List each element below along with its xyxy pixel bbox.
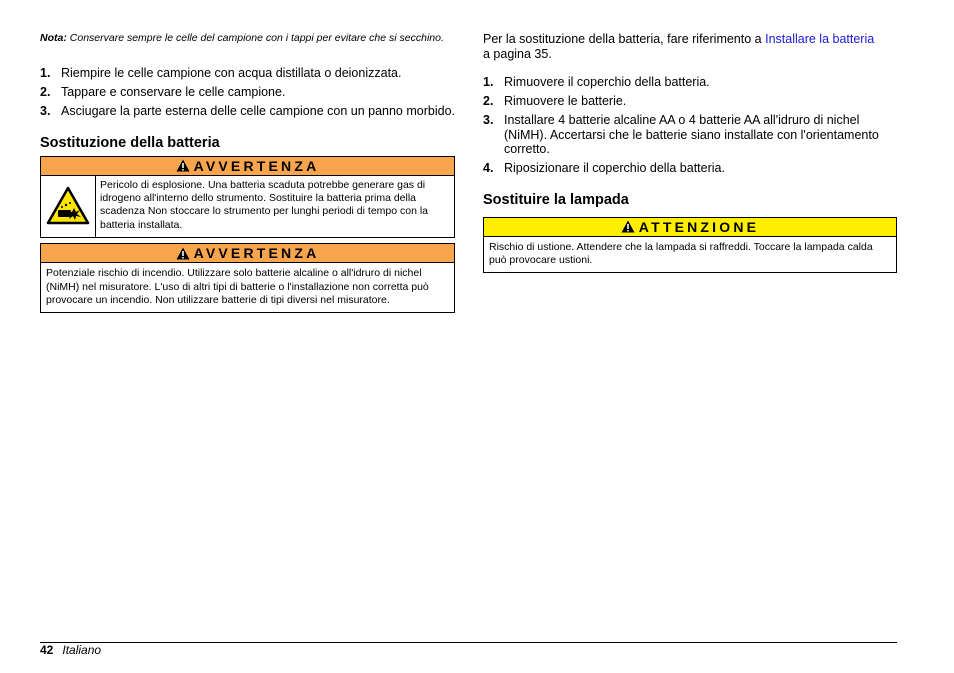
page-number: 42: [40, 643, 54, 657]
list-item: [483, 113, 897, 157]
note-label: Nota:: [40, 32, 67, 44]
step-text: Riempire le celle campione con acqua distillata o deionizzata.: [61, 66, 402, 80]
list-item: [483, 94, 897, 109]
warning-header: [41, 157, 454, 176]
install-battery-link[interactable]: Installare la batteria: [765, 32, 875, 46]
storage-note: [40, 32, 455, 45]
step-text: Installare 4 batterie alcaline AA o 4 batterie AA all'idruro di nichel (NiMH). Accertarsi che le batterie siano installate con l'orientamento corretto.: [504, 113, 879, 156]
cleaning-steps-list: [40, 66, 455, 119]
warning-text: Potenziale rischio di incendio. Utilizzare solo batterie alcaline o all'idruro di nichel (NiMH) nel misuratore. L'uso di altri tipi di batterie o l'installazione non corretta può provocare un incendio. Non utilizzare batterie di tipi diversi nel misuratore.: [46, 267, 429, 306]
footer-divider: [40, 642, 897, 643]
explosion-warning-box: [40, 156, 455, 239]
list-item: [40, 104, 455, 119]
caution-text: Rischio di ustione. Attendere che la lampada si raffreddi. Toccare la lampada calda può provocare ustioni.: [489, 240, 873, 266]
left-column: [40, 32, 455, 313]
list-item: [483, 75, 897, 90]
footer-language: Italiano: [62, 643, 102, 657]
step-number: 2.: [483, 94, 494, 108]
intro-page-ref: a pagina 35.: [483, 47, 552, 61]
fire-warning-box: [40, 243, 455, 313]
right-column: [483, 32, 897, 273]
warning-text: Pericolo di esplosione. Una batteria scaduta potrebbe generare gas di idrogeno all'interno dello strumento. Sostituire la batteria prima della scadenza Non stoccare lo strumento per lunghi periodi di tempo con la batteria installata.: [100, 178, 429, 231]
caution-title: ATTENZIONE: [638, 218, 760, 235]
step-number: 3.: [483, 113, 494, 127]
battery-steps-list: [483, 75, 897, 176]
warning-header: [41, 244, 454, 263]
step-text: Riposizionare il coperchio della batteria.: [504, 161, 725, 175]
warning-triangle-icon: [621, 220, 635, 233]
step-number: 1.: [40, 66, 51, 80]
step-text: Asciugare la parte esterna delle celle campione con un panno morbido.: [61, 104, 455, 118]
step-number: 4.: [483, 161, 494, 175]
step-text: Rimuovere le batterie.: [504, 94, 627, 108]
warning-title: AVVERTENZA: [193, 245, 320, 262]
page-footer: [40, 643, 101, 657]
step-number: 1.: [483, 75, 494, 89]
list-item: [40, 66, 455, 81]
caution-header: [484, 218, 896, 237]
list-item: [483, 161, 897, 176]
warning-title: AVVERTENZA: [193, 157, 320, 174]
step-text: Tappare e conservare le celle campione.: [61, 85, 286, 99]
note-text: Conservare sempre le celle del campione con i tappi per evitare che si secchino.: [69, 32, 444, 44]
burn-caution-box: [483, 217, 897, 274]
explosion-hazard-icon: [41, 176, 96, 238]
step-text: Rimuovere il coperchio della batteria.: [504, 75, 710, 89]
lamp-section-heading: Sostituire la lampada: [483, 191, 629, 208]
battery-reference-intro: [483, 32, 897, 62]
step-number: 3.: [40, 104, 51, 118]
intro-text: Per la sostituzione della batteria, fare riferimento a: [483, 32, 766, 46]
warning-triangle-icon: [176, 247, 190, 260]
list-item: [40, 85, 455, 100]
step-number: 2.: [40, 85, 51, 99]
warning-triangle-icon: [176, 159, 190, 172]
battery-section-heading: Sostituzione della batteria: [40, 134, 220, 151]
